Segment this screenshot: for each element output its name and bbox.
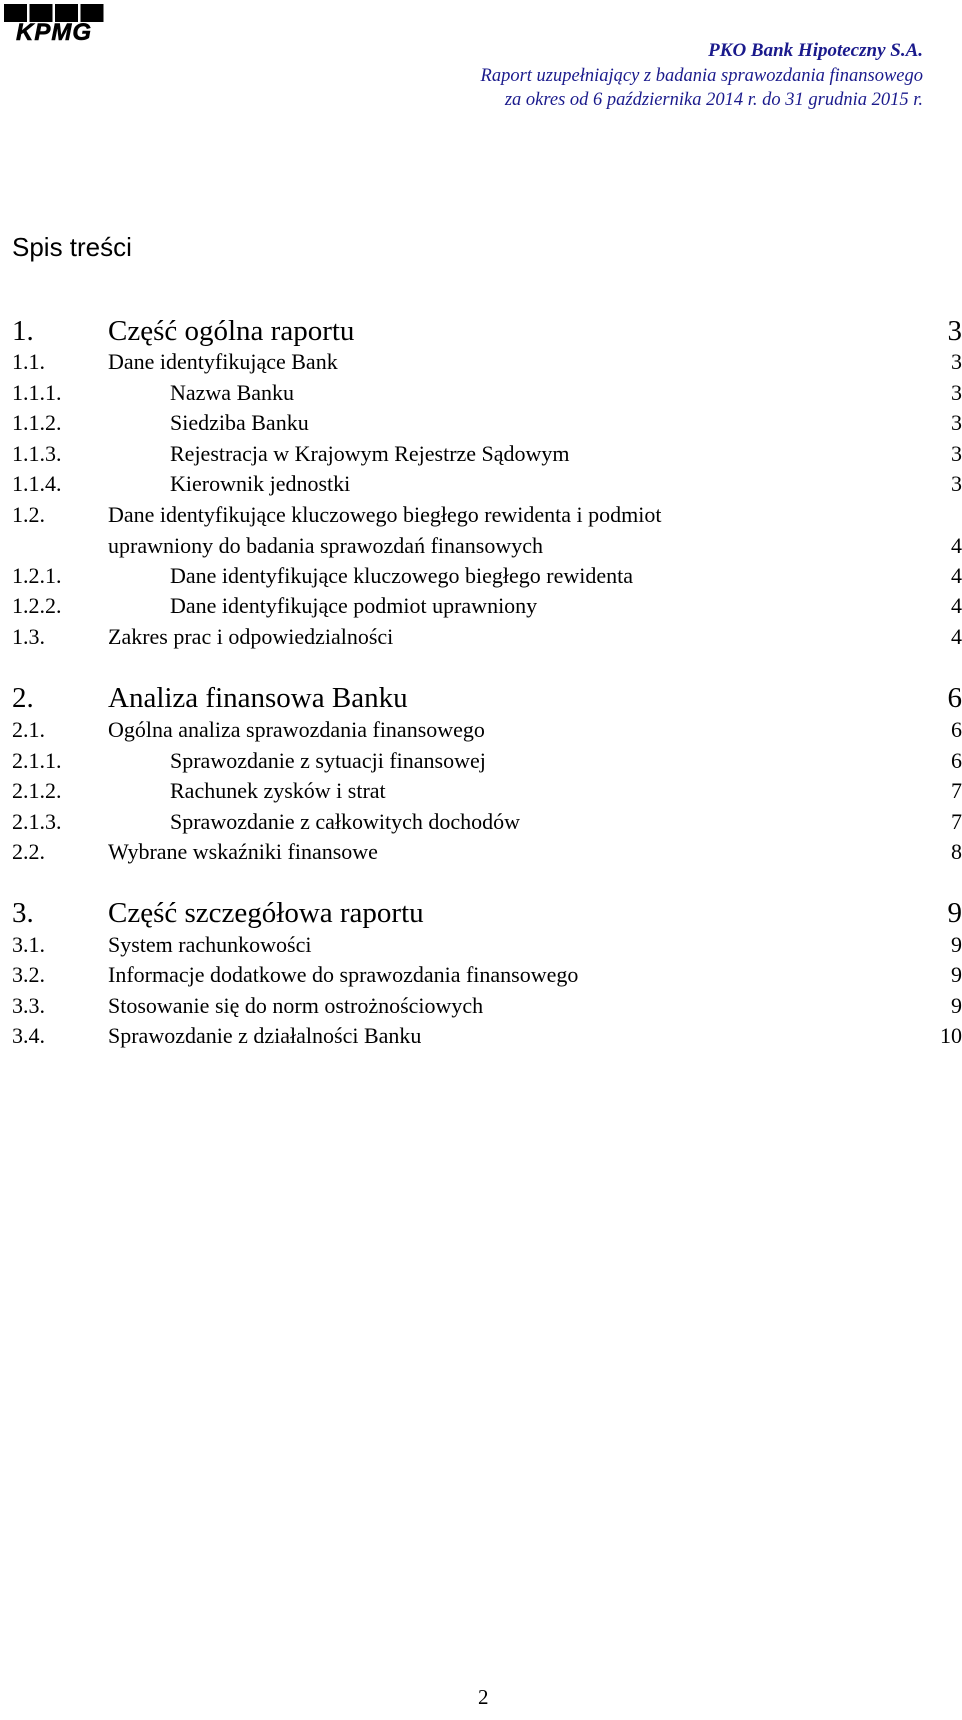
toc-entry-page: 6 bbox=[951, 748, 962, 773]
toc-entry-label: Wybrane wskaźniki finansowe bbox=[108, 839, 378, 864]
toc-entry-page: 3 bbox=[951, 410, 962, 435]
toc-entry-number: 2.1. bbox=[12, 717, 45, 742]
toc-entry-label: Część ogólna raportu bbox=[108, 315, 355, 347]
logo-text: KPMG bbox=[16, 19, 92, 46]
toc-entry-label: Sprawozdanie z sytuacji finansowej bbox=[170, 748, 486, 773]
toc-entry-number: 2.1.3. bbox=[12, 809, 62, 834]
toc-entry-number: 3.4. bbox=[12, 1023, 45, 1048]
toc-entry-label: Sprawozdanie z działalności Banku bbox=[108, 1023, 422, 1048]
toc-entry-label: Informacje dodatkowe do sprawozdania finansowego bbox=[108, 962, 579, 987]
toc-entry-page: 9 bbox=[951, 932, 962, 957]
toc-entry-label: Dane identyfikujące podmiot uprawniony bbox=[170, 593, 538, 618]
toc-entry-number: 1.1.2. bbox=[12, 410, 62, 435]
toc-entry-number: 1.1.4. bbox=[12, 471, 62, 496]
toc-entry-number: 2. bbox=[12, 682, 34, 714]
toc-entry-label: Dane identyfikujące Bank bbox=[108, 349, 338, 374]
toc-entry-label: Ogólna analiza sprawozdania finansowego bbox=[108, 717, 485, 742]
toc-entry-number: 2.1.2. bbox=[12, 778, 62, 803]
toc-entry-page: 4 bbox=[951, 593, 962, 618]
toc-entry-label: Analiza finansowa Banku bbox=[108, 682, 408, 714]
toc-entry-number: 3.2. bbox=[12, 962, 45, 987]
toc-entry-label: Zakres prac i odpowiedzialności bbox=[108, 624, 394, 649]
toc-entry-number: 1.3. bbox=[12, 624, 45, 649]
toc-entry-number: 1.2. bbox=[12, 502, 45, 527]
toc-entry-label: System rachunkowości bbox=[108, 932, 312, 957]
toc-entry-page: 4 bbox=[951, 563, 962, 588]
toc-entry-page: 3 bbox=[951, 471, 962, 496]
toc-entry-number: 2.2. bbox=[12, 839, 45, 864]
toc-entry-label: Stosowanie się do norm ostrożnościowych bbox=[108, 993, 484, 1018]
toc-entry-page: 7 bbox=[951, 809, 962, 834]
toc-entry-number: 1.2.1. bbox=[12, 563, 62, 588]
toc-entry-label: Kierownik jednostki bbox=[170, 471, 351, 496]
toc-entry-label: Rejestracja w Krajowym Rejestrze Sądowym bbox=[170, 441, 570, 466]
report-header bbox=[481, 38, 923, 112]
page-number: 2 bbox=[478, 1685, 489, 1709]
toc-entry-page: 9 bbox=[951, 962, 962, 987]
toc-entry-label: Nazwa Banku bbox=[170, 380, 295, 405]
toc-entry-label: Dane identyfikujące kluczowego biegłego rewidenta bbox=[170, 563, 634, 588]
toc-title: Spis treści bbox=[12, 232, 132, 262]
toc-entry-page: 9 bbox=[947, 897, 962, 929]
toc-entry-number: 1.2.2. bbox=[12, 593, 62, 618]
kpmg-logo bbox=[4, 4, 105, 46]
toc-entry-number: 1.1.1. bbox=[12, 380, 62, 405]
toc-entry-page: 8 bbox=[951, 839, 962, 864]
toc-entry-page: 3 bbox=[951, 441, 962, 466]
toc-entry-label: Dane identyfikujące kluczowego biegłego rewidenta i podmiot bbox=[108, 502, 662, 527]
toc-entry-page: 4 bbox=[951, 624, 962, 649]
toc-entry-page: 9 bbox=[951, 993, 962, 1018]
toc-entry-number: 3. bbox=[12, 897, 34, 929]
toc-entry-page: 7 bbox=[951, 778, 962, 803]
toc-entry-number: 2.1.1. bbox=[12, 748, 62, 773]
toc-entry-page: 10 bbox=[940, 1023, 962, 1048]
toc-entry-number: 3.3. bbox=[12, 993, 45, 1018]
toc-entry-page: 6 bbox=[947, 682, 962, 714]
toc-entry-label: Siedziba Banku bbox=[170, 410, 309, 435]
toc-entry-number: 1.1. bbox=[12, 349, 45, 374]
toc-entry-number: 1. bbox=[12, 315, 34, 347]
toc-entry-label: Część szczegółowa raportu bbox=[108, 897, 424, 929]
report-title: Raport uzupełniający z badania sprawozdania finansowego bbox=[480, 66, 923, 86]
toc-entry-page: 4 bbox=[951, 533, 962, 558]
toc-entry-page: 6 bbox=[951, 717, 962, 742]
toc-entry-page: 3 bbox=[947, 315, 962, 347]
toc-entry-page: 3 bbox=[951, 349, 962, 374]
toc-entry-label: Rachunek zysków i strat bbox=[170, 778, 386, 803]
company-name: PKO Bank Hipoteczny S.A. bbox=[708, 40, 923, 61]
toc-entry-number: 3.1. bbox=[12, 932, 45, 957]
report-period: za okres od 6 października 2014 r. do 31 grudnia 2015 r. bbox=[504, 90, 923, 110]
toc-entry-number: 1.1.3. bbox=[12, 441, 62, 466]
toc-entry[interactable] bbox=[12, 501, 962, 561]
toc-entry-page: 3 bbox=[951, 380, 962, 405]
toc-entry-label-continued: uprawniony do badania sprawozdań finansowych bbox=[108, 533, 543, 558]
toc-entry-label: Sprawozdanie z całkowitych dochodów bbox=[170, 809, 521, 834]
